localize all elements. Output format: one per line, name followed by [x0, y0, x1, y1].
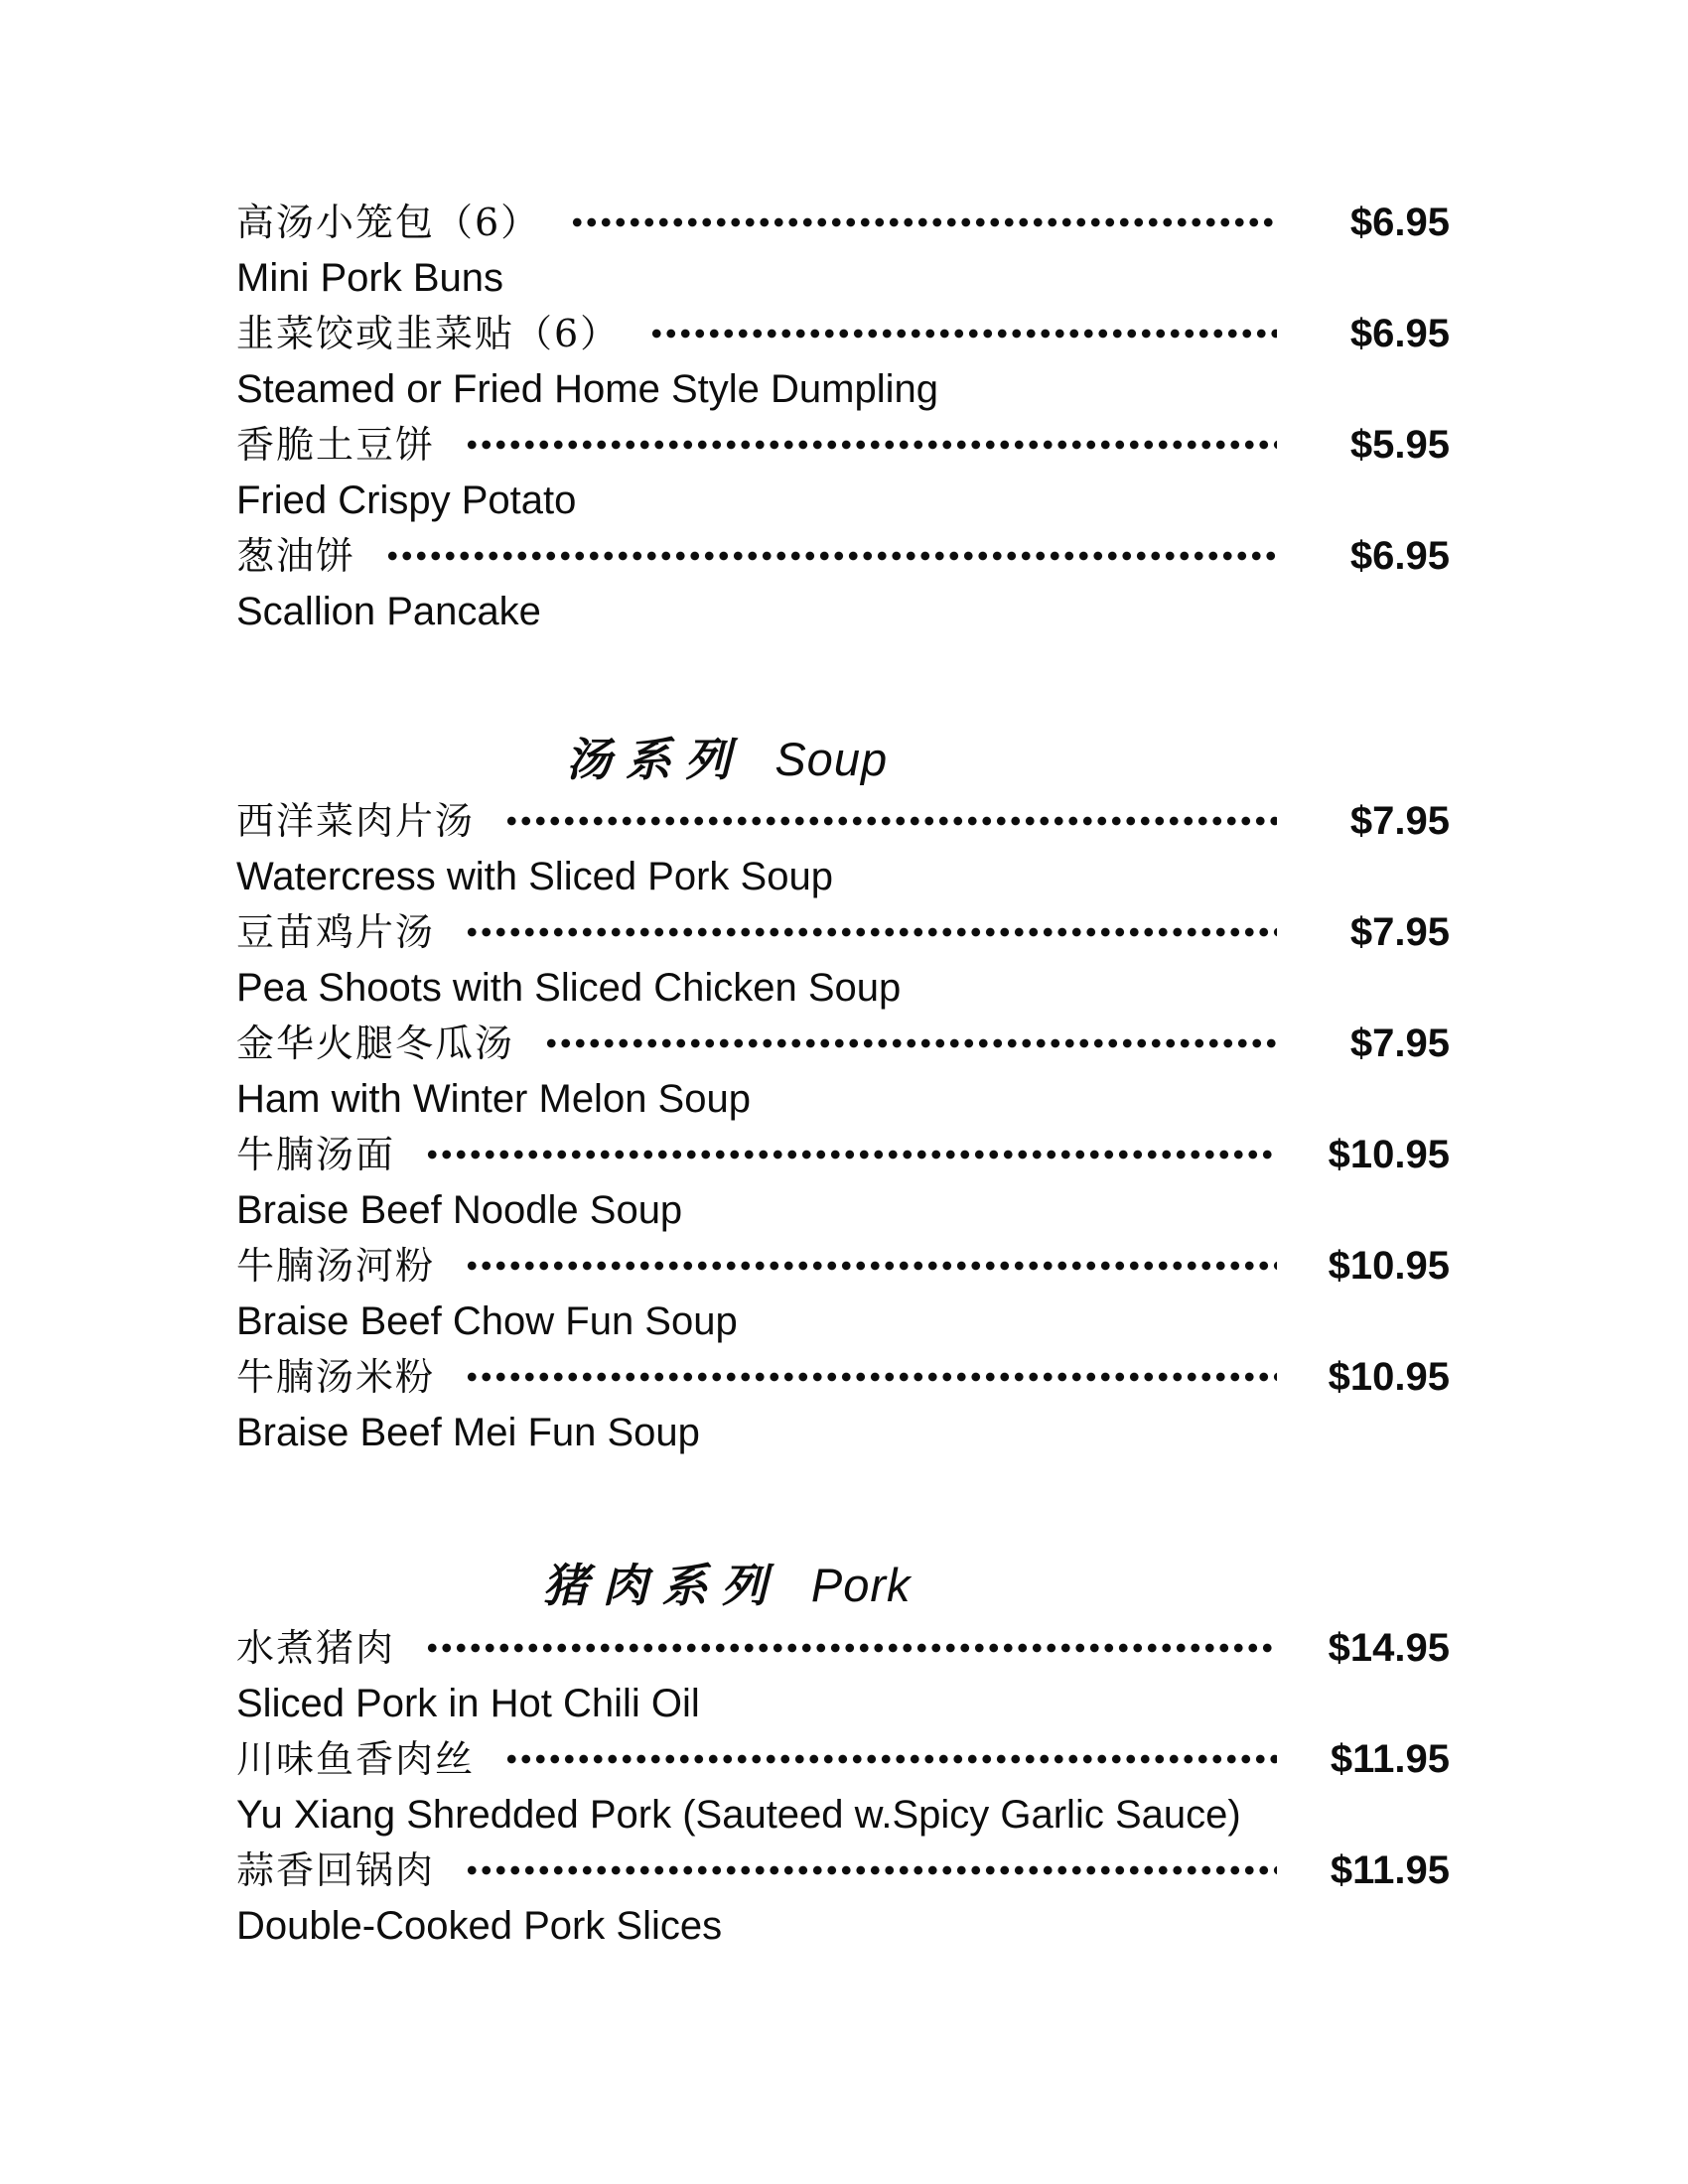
- item-price: $7.95: [1349, 799, 1450, 843]
- dotted-leader: [504, 1731, 1277, 1787]
- section-title-zh: 汤系列: [565, 733, 745, 786]
- item-name-en: Yu Xiang Shredded Pork (Sauteed w.Spicy Garlic Sauce): [236, 1793, 1241, 1837]
- item-name-zh: 香脆土豆饼: [236, 423, 436, 467]
- item-name-en: Watercress with Sliced Pork Soup: [236, 855, 833, 898]
- item-price: $6.95: [1349, 312, 1450, 355]
- dotted-leader: [425, 1620, 1277, 1676]
- item-price: $6.95: [1349, 201, 1450, 244]
- item-row: [236, 904, 1450, 960]
- item-row: [236, 1016, 1450, 1071]
- item-row: [236, 1238, 1450, 1294]
- item-name-zh: 川味鱼香肉丝: [236, 1737, 476, 1781]
- menu-item: [236, 904, 1450, 1016]
- item-row: [236, 528, 1450, 584]
- item-name-zh: 豆苗鸡片汤: [236, 910, 436, 954]
- item-price: $10.95: [1328, 1244, 1450, 1288]
- menu-item: [236, 195, 1450, 306]
- dotted-leader: [465, 904, 1277, 960]
- item-name-zh: 葱油饼: [236, 534, 356, 578]
- item-row: [236, 793, 1450, 849]
- item-name-en: Sliced Pork in Hot Chili Oil: [236, 1682, 700, 1725]
- item-name-zh: 韭菜饺或韭菜贴（6）: [236, 312, 621, 355]
- item-name-en: Braise Beef Chow Fun Soup: [236, 1299, 738, 1343]
- item-row: [236, 1127, 1450, 1182]
- item-row: [236, 195, 1450, 250]
- dotted-leader: [544, 1016, 1277, 1071]
- dotted-leader: [570, 195, 1277, 250]
- menu-item: [236, 1127, 1450, 1238]
- item-price: $10.95: [1328, 1355, 1450, 1399]
- item-name-en: Steamed or Fried Home Style Dumpling: [236, 367, 938, 411]
- item-name-en: Scallion Pancake: [236, 590, 541, 633]
- item-name-zh: 牛腩汤河粉: [236, 1244, 436, 1288]
- item-price: $6.95: [1349, 534, 1450, 578]
- item-name-en: Mini Pork Buns: [236, 256, 503, 300]
- menu-item: [236, 1238, 1450, 1349]
- item-price: $11.95: [1330, 1737, 1450, 1781]
- item-price: $14.95: [1328, 1626, 1450, 1670]
- section-header-soup: [236, 728, 1217, 791]
- item-name-zh: 水煮猪肉: [236, 1626, 396, 1670]
- item-name-en: Fried Crispy Potato: [236, 478, 577, 522]
- section-title-en: Pork: [810, 1559, 912, 1611]
- item-row: [236, 1620, 1450, 1676]
- dotted-leader: [465, 1843, 1277, 1898]
- item-price: $7.95: [1349, 1022, 1450, 1065]
- dotted-leader: [649, 306, 1277, 361]
- item-price: $5.95: [1349, 423, 1450, 467]
- dotted-leader: [504, 793, 1277, 849]
- section-title-zh: 猪肉系列: [542, 1559, 781, 1612]
- item-name-zh: 蒜香回锅肉: [236, 1848, 436, 1892]
- item-row: [236, 306, 1450, 361]
- item-name-zh: 高汤小笼包（6）: [236, 201, 541, 244]
- item-name-zh: 金华火腿冬瓜汤: [236, 1022, 515, 1065]
- item-price: $7.95: [1349, 910, 1450, 954]
- item-price: $11.95: [1330, 1848, 1450, 1892]
- item-name-zh: 牛腩汤面: [236, 1133, 396, 1176]
- item-name-zh: 牛腩汤米粉: [236, 1355, 436, 1399]
- menu-item: [236, 1016, 1450, 1127]
- item-name-en: Braise Beef Noodle Soup: [236, 1188, 683, 1232]
- menu-item: [236, 528, 1450, 639]
- menu-item: [236, 306, 1450, 417]
- item-row: [236, 1349, 1450, 1405]
- item-name-en: Double-Cooked Pork Slices: [236, 1904, 723, 1948]
- dotted-leader: [465, 1349, 1277, 1405]
- dotted-leader: [465, 1238, 1277, 1294]
- section-title-en: Soup: [774, 733, 889, 785]
- dotted-leader: [465, 417, 1277, 473]
- section-header-pork: [236, 1554, 1217, 1617]
- item-row: [236, 1843, 1450, 1898]
- item-name-zh: 西洋菜肉片汤: [236, 799, 476, 843]
- item-row: [236, 1731, 1450, 1787]
- item-name-en: Pea Shoots with Sliced Chicken Soup: [236, 966, 902, 1010]
- menu-item: [236, 1843, 1450, 1954]
- menu-item: [236, 1349, 1450, 1460]
- dotted-leader: [385, 528, 1277, 584]
- dotted-leader: [425, 1127, 1277, 1182]
- item-name-en: Braise Beef Mei Fun Soup: [236, 1411, 700, 1454]
- item-name-en: Ham with Winter Melon Soup: [236, 1077, 751, 1121]
- menu-item: [236, 1731, 1450, 1843]
- menu-item: [236, 1620, 1450, 1731]
- menu-item: [236, 793, 1450, 904]
- menu-item: [236, 417, 1450, 528]
- item-price: $10.95: [1328, 1133, 1450, 1176]
- item-row: [236, 417, 1450, 473]
